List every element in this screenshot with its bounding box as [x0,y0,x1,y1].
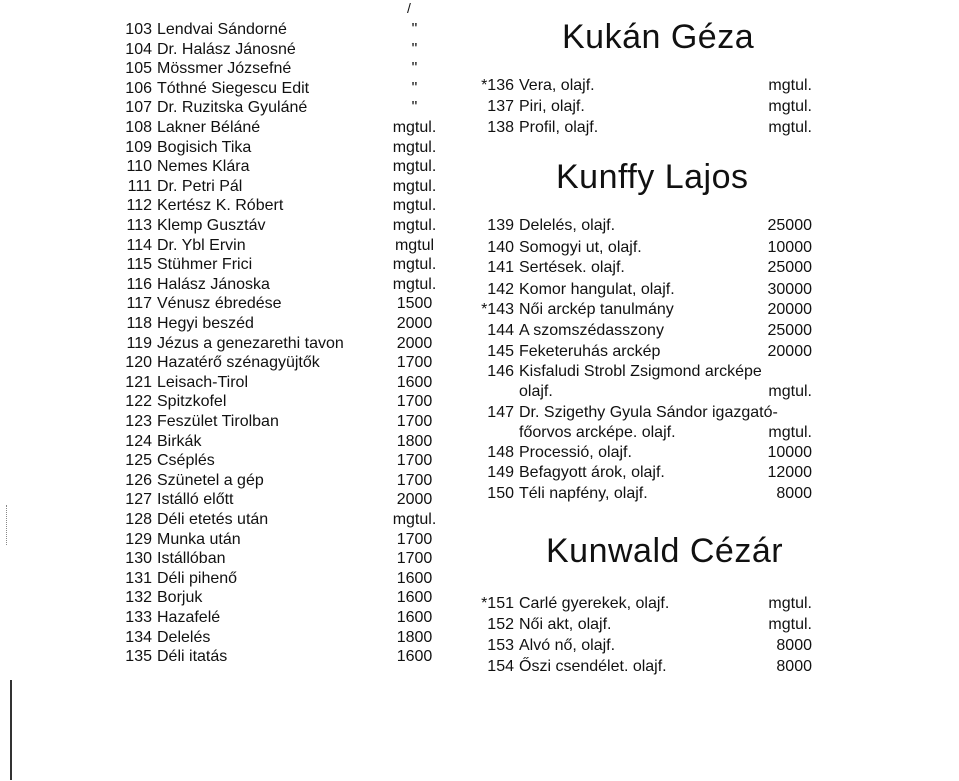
entry-number: 140 [487,239,514,256]
entry-title: Dr. Ruzitska Gyuláné [157,99,308,117]
entry-title: olajf. [519,383,553,400]
entry-number: 107 [125,99,152,117]
entry-title: Őszi csendélet. olajf. [519,658,667,675]
catalog-entry [472,657,812,677]
entry-title: Női akt, olajf. [519,616,612,633]
entry-title: Lendvai Sándorné [157,21,287,38]
entry-price: mgtul. [768,383,812,400]
entry-number: *143 [481,301,514,318]
catalog-entry [472,280,812,300]
entry-price: mgtul. [392,197,437,215]
catalog-entry [472,258,812,278]
entry-title: Komor hangulat, olajf. [519,281,675,298]
entry-title: Feszület Tirolban [157,413,279,430]
entry-title: Istállóban [157,550,226,568]
entry-price: mgtul. [392,138,437,156]
entry-title: Alvó nő, olajf. [519,637,616,654]
catalog-entry [112,314,462,334]
entry-title: Somogyi ut, olajf. [519,239,642,256]
catalog-entry [112,412,462,432]
catalog-entry [472,342,812,362]
catalog-entry [112,373,462,393]
entry-price: mgtul. [392,177,437,195]
catalog-entry [472,321,812,341]
entry-title: Dr. Ybl Ervin [157,236,246,254]
entry-number: 125 [125,452,152,470]
artist-heading-kunffy: Kunffy Lajos [556,158,749,196]
catalog-entry [472,636,812,656]
entry-number: 124 [125,432,152,450]
catalog-entry [472,484,812,504]
catalog-entry [472,238,812,258]
entry-price: 1600 [396,589,433,607]
entry-title: Jézus a genezarethi tavon [157,334,344,352]
entry-number: 146 [487,363,514,380]
catalog-entry [112,20,462,40]
catalog-entry [112,432,462,452]
entry-number: 118 [126,315,152,332]
entry-title: Spitzkofel [157,393,227,411]
catalog-entry [112,451,462,471]
catalog-entry [112,510,462,530]
entry-title: Tóthné Siegescu Edit [157,79,310,97]
catalog-entry [472,594,812,614]
entry-title: Bogisich Tika [157,138,252,156]
catalog-entry [112,471,462,491]
catalog-entry [472,76,812,96]
entry-title: Hegyi beszéd [157,315,254,332]
catalog-entry [472,382,812,402]
catalog-entry [112,647,462,667]
entry-title: Női arckép tanulmány [519,301,674,318]
entry-number: 112 [126,197,152,215]
catalog-entry [112,275,462,295]
catalog-entry [472,403,812,423]
entry-price: mgtul. [392,275,437,293]
entry-title: Munka után [157,530,241,548]
entry-title: Stühmer Frici [157,256,253,274]
entry-number: 120 [125,354,152,372]
entry-price: mgtul. [768,424,812,441]
catalog-entry [472,300,812,320]
catalog-entry [472,463,812,483]
entry-price: 1700 [396,550,433,568]
entry-number: 110 [126,158,152,176]
entry-title: Sertések. olajf. [519,259,625,276]
catalog-entry [112,628,462,648]
entry-number: 114 [126,236,152,254]
entry-title: Déli pihenő [157,569,238,587]
entry-title: Déli itatás [157,648,228,666]
catalog-entry [112,530,462,550]
entry-number: 134 [125,628,152,646]
catalog-entry [112,177,462,197]
entry-price: 1700 [396,530,433,548]
entry-price: 1800 [396,628,433,646]
entry-price: 20000 [767,301,812,318]
entry-price: " [411,79,418,97]
entry-price: mgtul [394,236,435,254]
entry-number: 150 [487,485,514,502]
entry-number: 141 [487,259,514,276]
top-mark: / [407,0,411,16]
entry-price: 12000 [767,464,812,481]
catalog-entry [472,216,812,236]
catalog-entry [112,59,462,79]
catalog-entry [112,236,462,256]
catalog-entry [472,97,812,117]
entry-number: 121 [125,373,152,391]
entry-number: 131 [125,569,152,587]
entry-number: 105 [125,60,152,78]
catalog-entry [112,40,462,60]
entry-number: 132 [125,589,152,607]
entry-number: 149 [487,464,514,481]
entry-price: mgtul. [392,158,437,176]
entry-title: Szünetel a gép [157,471,264,489]
entry-title: Nemes Klára [157,158,250,176]
catalog-entry [112,138,462,158]
entry-price: 2000 [396,315,433,332]
catalog-entry [472,118,812,138]
entry-price: mgtul. [392,256,437,274]
entry-title: Borjuk [157,589,203,607]
entry-title: Istálló előtt [157,491,234,509]
catalog-entry [112,294,462,314]
entry-number: 113 [126,217,152,234]
entry-number: 123 [125,413,152,430]
entry-price: mgtul. [768,595,812,612]
entry-number: *151 [481,595,514,612]
entry-price: 1600 [396,569,433,587]
catalog-entry [112,588,462,608]
entry-price: 1800 [396,432,433,450]
entry-number: 129 [125,530,152,548]
entry-number: 128 [125,511,152,528]
entry-number: 122 [125,393,152,411]
entry-price: 25000 [767,322,812,339]
entry-price: 1600 [396,609,433,626]
entry-title: Befagyott árok, olajf. [519,464,665,481]
entry-title: Klemp Gusztáv [157,217,266,234]
entry-price: 8000 [776,658,812,675]
entry-title: Kisfaludi Strobl Zsigmond arcképe [519,363,762,380]
scan-margin-dots [6,505,10,545]
entry-price: 10000 [767,239,812,256]
entry-number: 117 [126,295,152,313]
entry-price: 10000 [767,444,812,461]
entry-number: 153 [487,637,514,654]
entry-number: 103 [125,21,152,38]
entry-title: Hazafelé [157,609,221,626]
entry-title: Hazatérő szénagyüjtők [157,354,320,372]
entry-title: Processió, olajf. [519,444,632,461]
entry-price: mgtul. [768,119,812,136]
catalog-entry [112,569,462,589]
entry-price: " [411,60,418,78]
entry-number: 115 [126,256,152,274]
entry-title: Feketeruhás arckép [519,343,661,360]
entry-price: mgtul. [392,217,437,234]
entry-number: 119 [126,334,152,352]
entry-price: mgtul. [768,77,812,94]
entry-price: mgtul. [392,119,437,136]
catalog-entry [112,334,462,354]
catalog-entry [112,157,462,177]
entry-title: Vera, olajf. [519,77,595,94]
entry-title: főorvos arcképe. olajf. [519,424,676,441]
entry-price: 30000 [767,281,812,298]
entry-number: 135 [125,648,152,666]
entry-number: 139 [487,217,514,234]
entry-number: 142 [487,281,514,298]
entry-price: 1700 [396,354,433,372]
entry-price: 20000 [767,343,812,360]
entry-title: Birkák [157,432,202,450]
entry-number: 108 [125,119,152,136]
entry-number: 104 [125,40,152,58]
catalog-entry [112,255,462,275]
entry-title: Dr. Szigethy Gyula Sándor igazgató- [519,404,778,421]
entry-title: Carlé gyerekek, olajf. [519,595,670,612]
entry-title: Dr. Petri Pál [157,177,243,195]
entry-price: " [411,21,418,38]
entry-price: 1700 [396,471,433,489]
entry-title: Cséplés [157,452,215,470]
entry-title: A szomszédasszony [519,322,664,339]
entry-title: Halász Jánoska [157,275,270,293]
entry-price: 8000 [776,485,812,502]
entry-price: 1700 [396,393,433,411]
catalog-entry [472,362,812,382]
entry-number: 127 [125,491,152,509]
entry-number: 148 [487,444,514,461]
catalog-entry [472,615,812,635]
artist-heading-kunwald: Kunwald Cézár [546,532,784,570]
entry-price: mgtul. [768,98,812,115]
entry-title: Déli etetés után [157,511,269,528]
catalog-entry [472,443,812,463]
entry-price: 2000 [396,491,433,509]
entry-number: 109 [125,138,152,156]
entry-number: *136 [481,77,514,94]
entry-price: 25000 [767,259,812,276]
catalog-entry [472,423,812,443]
entry-number: 126 [125,471,152,489]
entry-title: Téli napfény, olajf. [519,485,648,502]
entry-price: mgtul. [768,616,812,633]
catalog-entry [112,118,462,138]
entry-number: 111 [127,177,152,195]
entry-price: " [411,99,418,117]
catalog-entry [112,196,462,216]
entry-price: 1700 [396,452,433,470]
entry-title: Piri, olajf. [519,98,585,115]
catalog-entry [112,392,462,412]
entry-title: Lakner Béláné [157,119,261,136]
scan-margin-line [10,680,12,780]
catalog-entry [112,98,462,118]
entry-price: 1600 [396,648,433,666]
entry-title: Dr. Halász Jánosné [157,40,296,58]
entry-number: 137 [487,98,514,115]
catalog-entry [112,353,462,373]
entry-price: 8000 [776,637,812,654]
entry-price: 1700 [396,413,433,430]
entry-number: 152 [487,616,514,633]
entry-title: Kertész K. Róbert [157,197,284,215]
entry-number: 145 [487,343,514,360]
entry-number: 116 [126,275,152,293]
entry-price: mgtul. [392,511,437,528]
entry-number: 154 [487,658,514,675]
entry-number: 144 [487,322,514,339]
entry-number: 147 [487,404,514,421]
entry-title: Delelés, olajf. [519,217,616,234]
entry-number: 138 [487,119,514,136]
entry-price: 25000 [767,217,812,234]
entry-number: 133 [125,609,152,626]
entry-title: Profil, olajf. [519,119,599,136]
entry-price: 1600 [396,373,433,391]
catalog-entry [112,490,462,510]
catalog-entry [112,216,462,236]
entry-title: Vénusz ébredése [157,295,282,313]
entry-price: 2000 [396,334,433,352]
entry-title: Leisach-Tirol [157,373,248,391]
catalog-entry [112,549,462,569]
entry-title: Delelés [157,628,211,646]
entry-price: 1500 [396,295,433,313]
catalog-entry [112,79,462,99]
artist-heading-kukan: Kukán Géza [562,18,755,56]
entry-price: " [411,40,418,58]
catalog-entry [112,608,462,628]
entry-number: 130 [125,550,152,568]
entry-title: Mössmer Józsefné [157,60,292,78]
entry-number: 106 [125,79,152,97]
